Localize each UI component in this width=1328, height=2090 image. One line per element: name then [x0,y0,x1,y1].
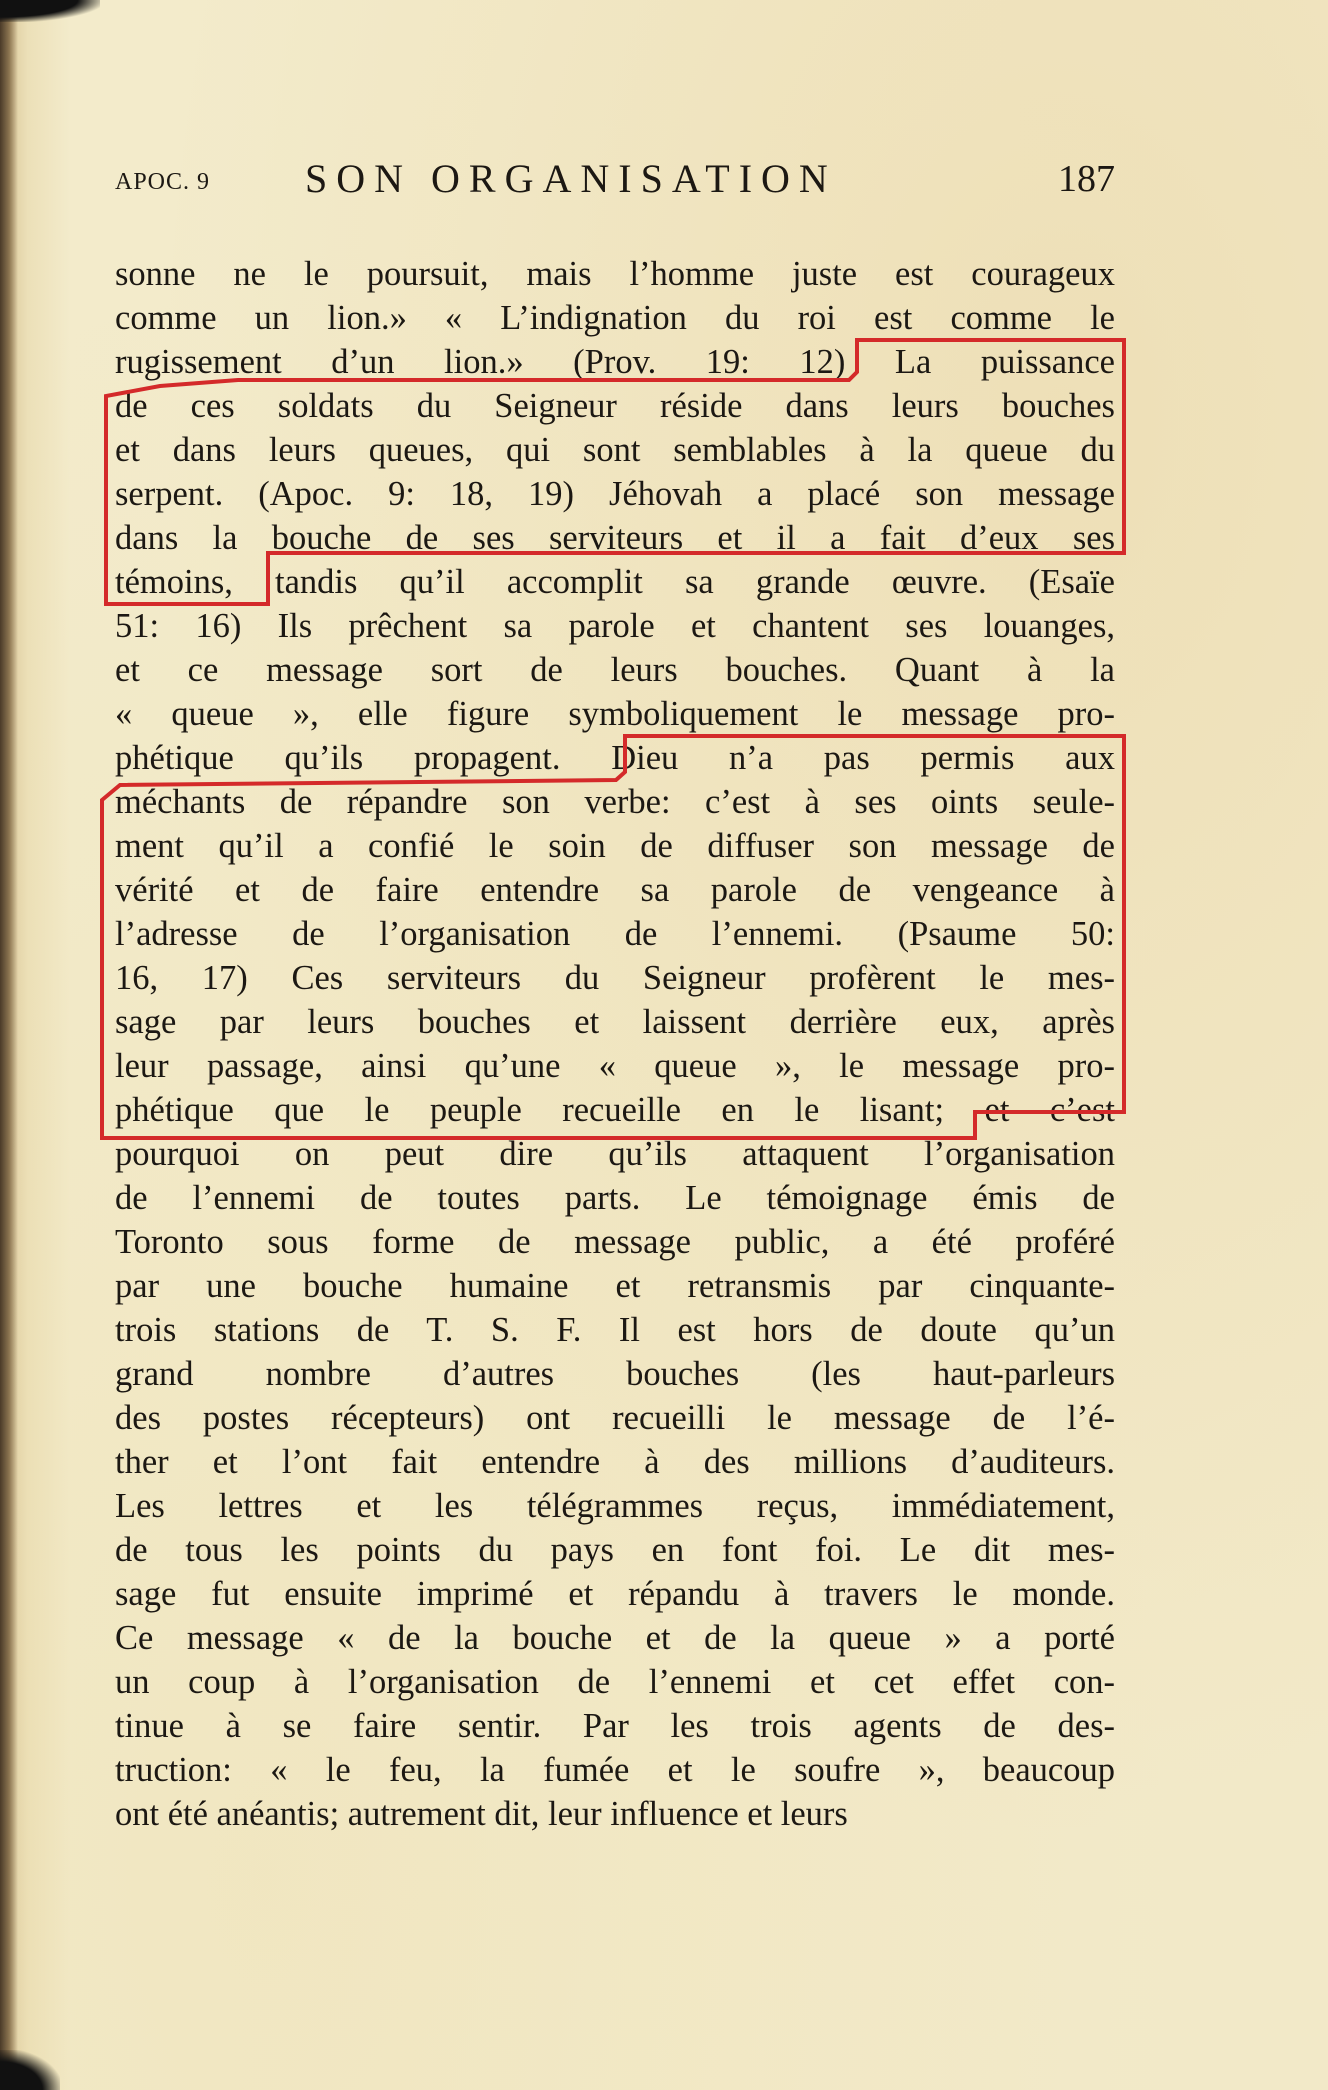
page-corner-shadow-top [0,0,100,22]
text-line: leur passage, ainsi qu’une « queue », le message pro- [115,1047,1115,1085]
text-line: de ces soldats du Seigneur réside dans leurs bouches [115,387,1115,425]
text-line: et dans leurs queues, qui sont semblables à la queue du [115,431,1115,469]
text-line: un coup à l’organisation de l’ennemi et cet effet con- [115,1663,1115,1701]
text-line: Les lettres et les télégrammes reçus, immédiatement, [115,1487,1115,1525]
section-reference: APOC. 9 [115,169,211,195]
text-line: sonne ne le poursuit, mais l’homme juste est courageux [115,255,1115,293]
body-text [115,252,1115,1836]
text-line: 16, 17) Ces serviteurs du Seigneur profèrent le mes- [115,959,1115,997]
text-line: ther et l’ont fait entendre à des millions d’auditeurs. [115,1443,1115,1481]
text-line: phétique que le peuple recueille en le lisant; et c’est [115,1091,1115,1129]
text-line: des postes récepteurs) ont recueilli le message de l’é- [115,1399,1115,1437]
text-line: trois stations de T. S. F. Il est hors de doute qu’un [115,1311,1115,1349]
book-spine-shadow [0,0,18,2090]
text-line: méchants de répandre son verbe: c’est à ses oints seule- [115,783,1115,821]
page-number: 187 [1058,158,1115,200]
running-header [115,155,1115,205]
text-line: Ce message « de la bouche et de la queue » a porté [115,1619,1115,1657]
text-line: pourquoi on peut dire qu’ils attaquent l’organisation [115,1135,1115,1173]
text-line: phétique qu’ils propagent. Dieu n’a pas permis aux [115,739,1115,777]
text-line: sage fut ensuite imprimé et répandu à travers le monde. [115,1575,1115,1613]
text-line: rugissement d’un lion.» (Prov. 19: 12) La puissance [115,343,1115,381]
text-line: Toronto sous forme de message public, a été proféré [115,1223,1115,1261]
text-line: grand nombre d’autres bouches (les haut-parleurs [115,1355,1115,1393]
text-line: par une bouche humaine et retransmis par cinquante- [115,1267,1115,1305]
text-line: l’adresse de l’organisation de l’ennemi. (Psaume 50: [115,915,1115,953]
chapter-title: SON ORGANISATION [305,156,837,201]
text-line: ont été anéantis; autrement dit, leur influence et leurs [115,1795,848,1833]
text-line: de l’ennemi de toutes parts. Le témoignage émis de [115,1179,1115,1217]
text-line: tinue à se faire sentir. Par les trois agents de des- [115,1707,1115,1745]
text-line: de tous les points du pays en font foi. Le dit mes- [115,1531,1115,1569]
text-line: ment qu’il a confié le soin de diffuser son message de [115,827,1115,865]
text-line: truction: « le feu, la fumée et le soufre », beaucoup [115,1751,1115,1789]
text-line: dans la bouche de ses serviteurs et il a fait d’eux ses [115,519,1115,557]
text-line: vérité et de faire entendre sa parole de vengeance à [115,871,1115,909]
text-line: 51: 16) Ils prêchent sa parole et chantent ses louanges, [115,607,1115,645]
text-line: sage par leurs bouches et laissent derrière eux, après [115,1003,1115,1041]
text-line: témoins, tandis qu’il accomplit sa grande œuvre. (Esaïe [115,563,1115,601]
text-line: « queue », elle figure symboliquement le message pro- [115,695,1115,733]
text-line: et ce message sort de leurs bouches. Quant à la [115,651,1115,689]
text-line: serpent. (Apoc. 9: 18, 19) Jéhovah a placé son message [115,475,1115,513]
page-corner-shadow-bottom [0,2050,60,2090]
text-line: comme un lion.» « L’indignation du roi est comme le [115,299,1115,337]
